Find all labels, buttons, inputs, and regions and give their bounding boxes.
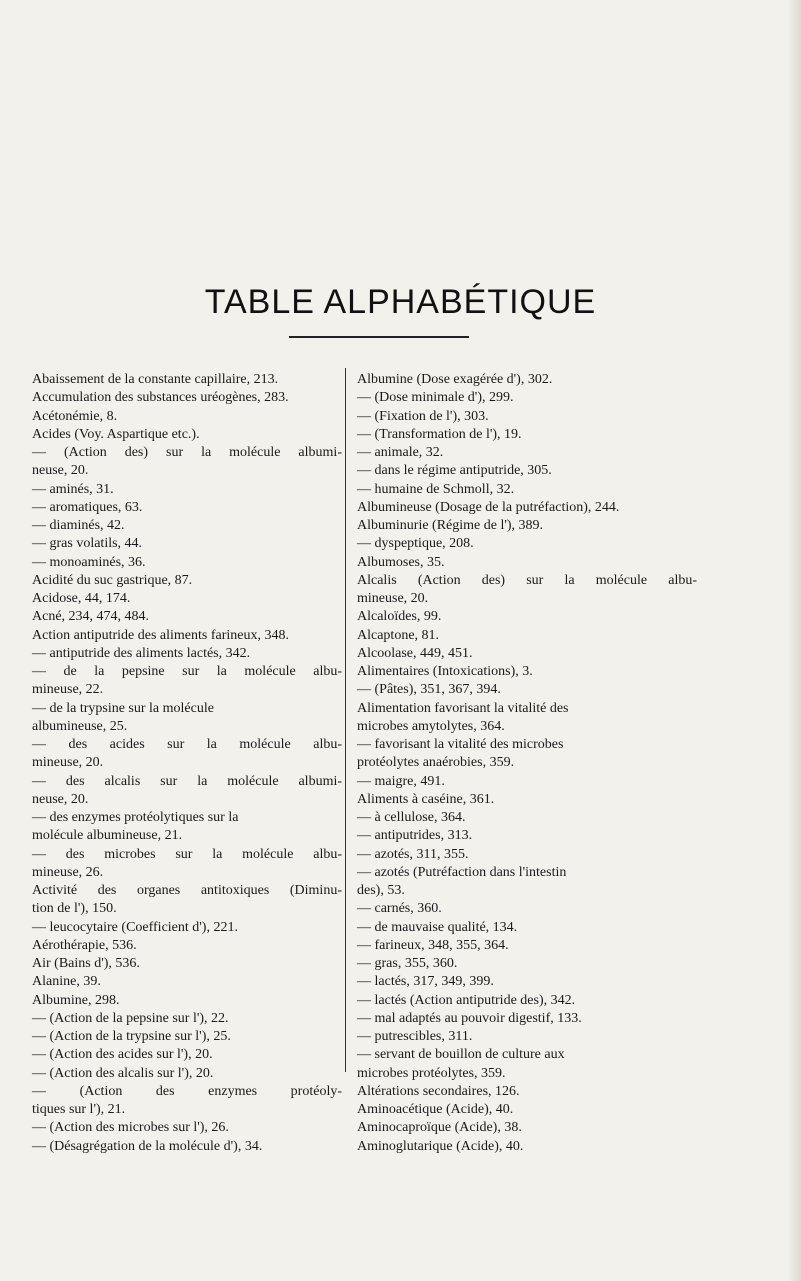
index-entry: — putrescibles, 311.	[357, 1029, 473, 1044]
index-entry: — des microbes sur la molécule albu-	[32, 846, 343, 862]
index-entry: albumineuse, 25.	[32, 718, 128, 734]
index-entry: — lactés (Action antiputride des), 342.	[357, 992, 576, 1008]
index-entry: — de mauvaise qualité, 134.	[357, 919, 518, 935]
index-entry: — aromatiques, 63.	[32, 499, 143, 515]
index-entry: — antiputride des aliments lactés, 342.	[32, 645, 251, 661]
index-entry: — des enzymes protéolytiques sur la	[32, 810, 239, 825]
index-entry: Alcaptone, 81.	[357, 627, 440, 643]
index-entry: — (Dose minimale d'), 299.	[357, 390, 514, 406]
index-column-right	[357, 371, 697, 1156]
index-entry: neuse, 20.	[32, 463, 89, 479]
index-entry: Acétonémie, 8.	[32, 408, 118, 424]
index-entry: — servant de bouillon de culture aux	[357, 1047, 565, 1063]
index-entry: — maigre, 491.	[357, 773, 445, 789]
index-entry: Aminoglutarique (Acide), 40.	[357, 1138, 524, 1154]
index-entry: — des alcalis sur la molécule albumi-	[32, 773, 343, 789]
index-entry: — gras volatils, 44.	[32, 536, 143, 552]
index-entry: — (Action des alcalis sur l'), 20.	[32, 1065, 214, 1081]
index-entry: microbes protéolytes, 359.	[357, 1065, 506, 1081]
index-entry: — azotés (Putréfaction dans l'intestin	[357, 864, 567, 880]
index-column-left	[32, 371, 342, 1156]
index-entry: Alcaloïdes, 99.	[357, 609, 442, 625]
index-entry: — azotés, 311, 355.	[357, 846, 469, 862]
index-entry: neuse, 20.	[32, 791, 89, 807]
index-entry: — (Action de la pepsine sur l'), 22.	[32, 1010, 229, 1026]
index-entry: — mal adaptés au pouvoir digestif, 133.	[357, 1010, 582, 1026]
index-entry: — (Action des microbes sur l'), 26.	[32, 1120, 229, 1136]
index-entry: Abaissement de la constante capillaire, 213.	[32, 372, 279, 387]
index-entry: Aliments à caséine, 361.	[357, 791, 495, 807]
index-entry: — de la trypsine sur la molécule	[32, 700, 214, 716]
index-entry: tiques sur l'), 21.	[32, 1102, 126, 1117]
index-entry: — (Action des acides sur l'), 20.	[32, 1047, 213, 1063]
index-entry: — (Pâtes), 351, 367, 394.	[357, 682, 501, 698]
index-entry: Alanine, 39.	[32, 974, 101, 990]
index-entry: — gras, 355, 360.	[357, 956, 458, 971]
index-entry: Albumine (Dose exagérée d'), 302.	[357, 372, 553, 387]
index-entry: Activité des organes antitoxiques (Diminu-	[32, 883, 342, 898]
index-entry: mineuse, 20.	[32, 755, 104, 771]
index-entry: — leucocytaire (Coefficient d'), 221.	[32, 919, 238, 935]
index-entry: — dans le régime antiputride, 305.	[357, 463, 552, 479]
index-entry: protéolytes anaérobies, 359.	[357, 755, 515, 771]
index-entry: — humaine de Schmoll, 32.	[357, 481, 515, 497]
index-entry: — à cellulose, 364.	[357, 810, 466, 825]
index-entry: — farineux, 348, 355, 364.	[357, 937, 509, 953]
index-entry: — (Fixation de l'), 303.	[357, 408, 489, 424]
index-entry: tion de l'), 150.	[32, 901, 117, 917]
index-entry: — monoaminés, 36.	[32, 554, 146, 570]
index-entry: Albumoses, 35.	[357, 554, 445, 570]
index-entry: Altérations secondaires, 126.	[357, 1083, 520, 1099]
index-entry: — (Action des) sur la molécule albumi-	[32, 445, 342, 460]
index-entry: — (Désagrégation de la molécule d'), 34.	[32, 1138, 263, 1154]
index-entry: Acidité du suc gastrique, 87.	[32, 572, 193, 588]
index-entry: — diaminés, 42.	[32, 518, 125, 533]
column-divider	[345, 368, 346, 1072]
index-entry: — antiputrides, 313.	[357, 828, 473, 844]
index-entry: — lactés, 317, 349, 399.	[357, 974, 494, 990]
index-entry: Action antiputride des aliments farineux, 348.	[32, 627, 289, 643]
index-entry: Alcoolase, 449, 451.	[357, 645, 473, 661]
index-entry: Albuminurie (Régime de l'), 389.	[357, 518, 544, 533]
index-entry: — carnés, 360.	[357, 901, 442, 917]
index-entry: Aminocaproïque (Acide), 38.	[357, 1120, 522, 1136]
index-entry: Albumineuse (Dosage de la putréfaction), 244.	[357, 499, 620, 515]
index-entry: — de la pepsine sur la molécule albu-	[32, 664, 343, 679]
index-entry: — dyspeptique, 208.	[357, 536, 474, 552]
index-entry: mineuse, 26.	[32, 864, 104, 880]
index-entry: mineuse, 22.	[32, 682, 104, 698]
index-entry: Acides (Voy. Aspartique etc.).	[32, 426, 200, 442]
index-entry: — favorisant la vitalité des microbes	[357, 737, 564, 752]
index-entry: Alimentaires (Intoxications), 3.	[357, 664, 533, 679]
index-entry: Air (Bains d'), 536.	[32, 956, 140, 971]
index-entry: Aminoacétique (Acide), 40.	[357, 1102, 514, 1117]
index-entry: Acné, 234, 474, 484.	[32, 609, 150, 625]
index-entry: — des acides sur la molécule albu-	[32, 737, 342, 752]
index-entry: des), 53.	[357, 883, 405, 898]
index-entry: microbes amytolytes, 364.	[357, 718, 505, 734]
index-entry: — (Action des enzymes protéoly-	[32, 1083, 343, 1099]
index-entry: — animale, 32.	[357, 445, 444, 460]
page-edge-shadow	[787, 0, 801, 1281]
index-entry: Aérothérapie, 536.	[32, 937, 137, 953]
index-entry: — (Action de la trypsine sur l'), 25.	[32, 1029, 231, 1044]
page-title: TABLE ALPHABÉTIQUE	[204, 283, 597, 321]
index-entry: Accumulation des substances uréogènes, 283.	[32, 390, 289, 406]
index-entry: Albumine, 298.	[32, 992, 120, 1008]
index-entry: Alimentation favorisant la vitalité des	[357, 700, 569, 716]
title-rule	[289, 336, 469, 338]
index-entry: Acidose, 44, 174.	[32, 591, 131, 606]
index-entry: mineuse, 20.	[357, 591, 429, 606]
index-entry: molécule albumineuse, 21.	[32, 828, 183, 844]
index-entry: — (Transformation de l'), 19.	[357, 426, 522, 442]
index-entry: Alcalis (Action des) sur la molécule albu-	[357, 572, 697, 588]
index-entry: — aminés, 31.	[32, 481, 114, 497]
